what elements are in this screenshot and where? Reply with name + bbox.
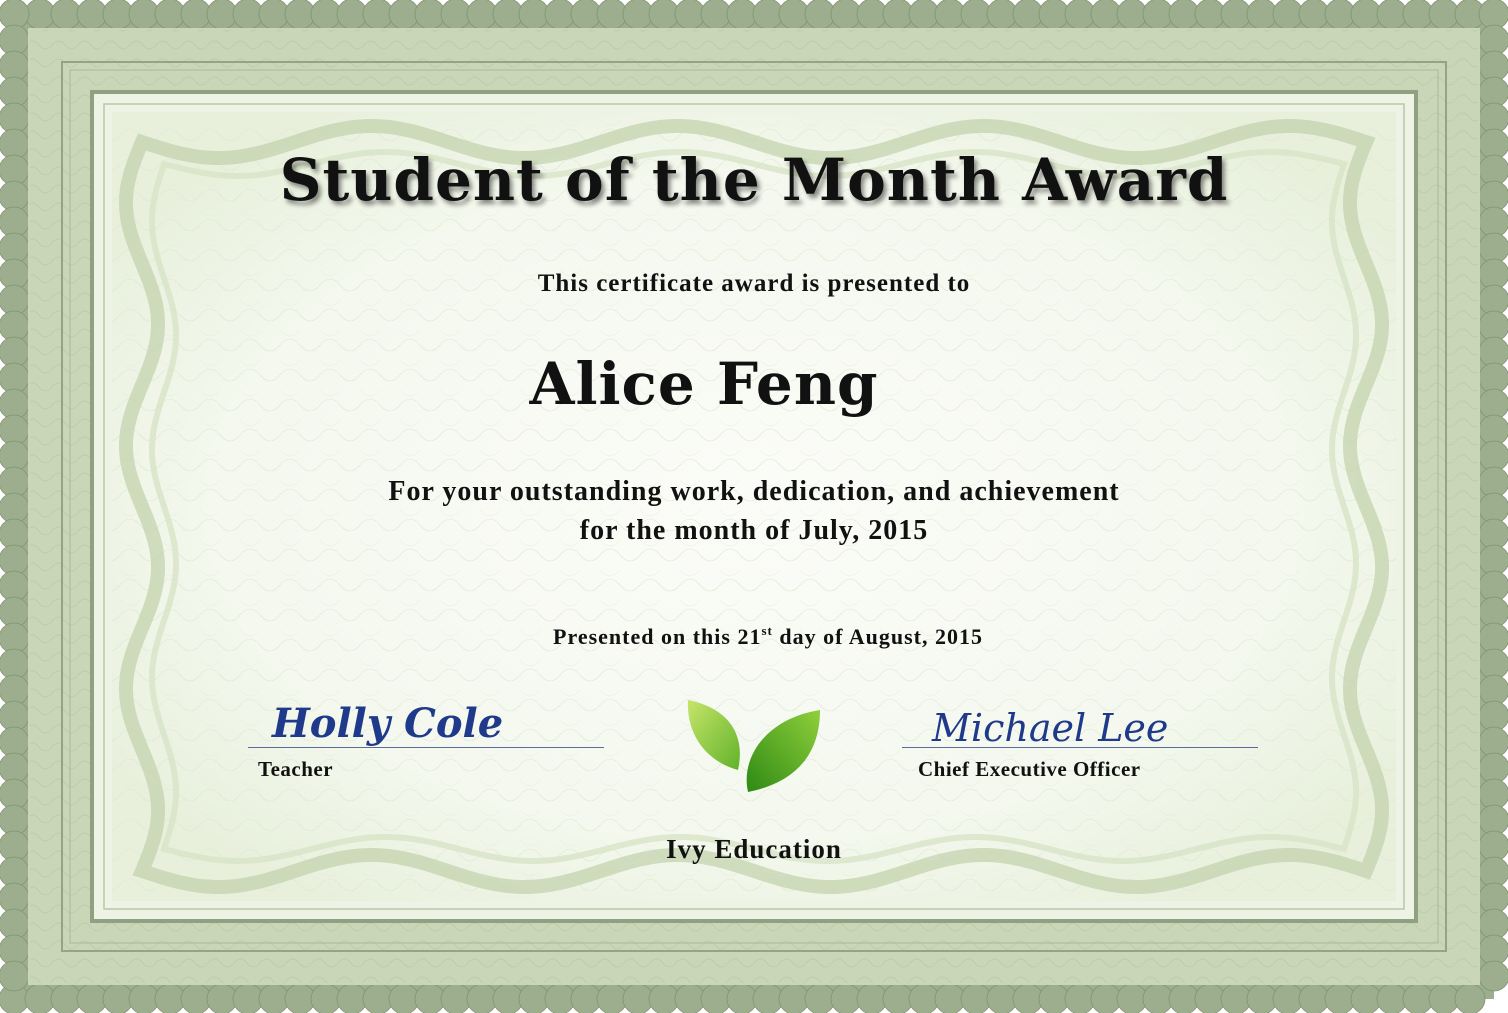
presented-to-line: This certificate award is presented to — [537, 270, 971, 297]
presented-on-ordinal: st — [761, 623, 773, 638]
presented-on-suffix: day of August, 2015 — [772, 624, 983, 649]
organization-name: Ivy Education — [666, 834, 842, 864]
leaf-logo-icon — [680, 696, 828, 796]
teacher-signature-line — [248, 747, 604, 748]
teacher-signature: Holly Cole — [272, 700, 504, 747]
award-reason-line-1: For your outstanding work, dedication, and achievement — [388, 476, 1120, 507]
award-reason-line-2: for the month of July, 2015 — [579, 515, 929, 546]
ceo-role-label: Chief Executive Officer — [918, 757, 1141, 781]
presented-on-date — [14, 624, 1508, 650]
recipient-name: Alice Feng — [529, 350, 879, 418]
presented-on-prefix: Presented on this 21 — [553, 624, 762, 649]
ceo-signature: Michael Lee — [932, 706, 1169, 750]
certificate-title: Student of the Month Award — [279, 146, 1229, 214]
ceo-signature-line — [902, 747, 1258, 748]
teacher-role-label: Teacher — [258, 757, 334, 781]
